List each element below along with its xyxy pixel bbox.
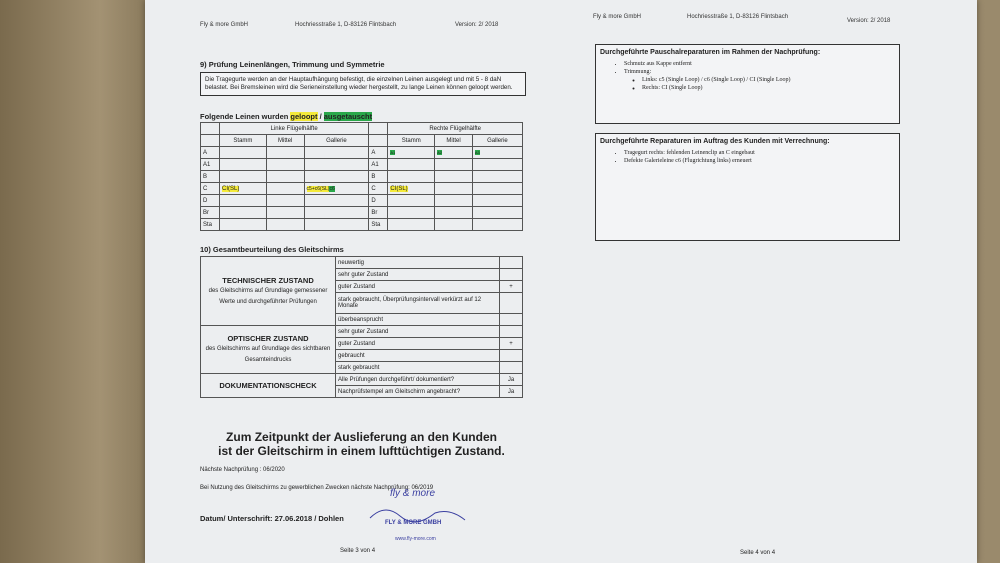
page-3 — [145, 0, 570, 563]
flat-repairs-title: Durchgeführte Pauschalreparaturen im Rahmen der Nachprüfung: — [600, 49, 821, 56]
assessment-table: TECHNISCHER ZUSTAND des Gleitschirms auf Grundlage gemessener Werte und durchgeführter Prüfungen neuwertig sehr guter Zustand guter Zustand + stark gebraucht, Überprüfungsintervall verkürzt auf 12 Monate überbeansprucht OPTISCHER ZUSTAND des Gleitschirms auf Grundlage des sichtbaren Gesamteindrucks sehr guter Zustand guter Zustand + gebraucht stark gebraucht DOKUMENTATIONSCHECK Alle Prüfungen durchgeführt/ dokumentiert? Ja Nachprüfstempel am Gleitschirm angebracht? Ja — [200, 256, 523, 398]
page-number-4: Seite 4 von 4 — [740, 550, 776, 556]
next-check: Nächste Nachprüfung : 06/2020 — [200, 467, 285, 473]
left-wing-header: Linke Flügelhälfte — [220, 123, 369, 135]
table-row: Br Br — [201, 207, 523, 219]
company-stamp: fly & more FLY & MORE GMBH www.fly-more.com — [365, 488, 475, 543]
technical-title: TECHNISCHER ZUSTAND — [222, 275, 314, 285]
section-10-title: 10) Gesamtbeurteilung des Gleitschirms — [200, 245, 344, 254]
table-row: A A A1 A2 A3 — [201, 147, 523, 159]
conclusion-line-1: Zum Zeitpunkt der Auslieferung an den Kunden — [226, 430, 497, 444]
table-row: Sta Sta — [201, 219, 523, 231]
version-label: Version: 2/ 2018 — [455, 22, 499, 28]
page-4: Fly & more GmbH Hochriesstraße 1, D-83126 Flintsbach Version: 2/ 2018 Durchgeführte Pauschalreparaturen im Rahmen der Nachprüfung: • Schmutz aus Kappe entfernt • Trimmung: ◦ Links: c5 (Single Loop) / c6 (Single Loop) / CI (Single Loop) ◦ Rechts: CI (Single Loop) Durchgeführte Reparaturen im Auftrag des Kunden mit Verrechnung: • Tragegurt rechts: fehlenden Leinenclip an C eingebaut • Defekte Galerieleine c6 (Flugrichtung links) erneuert Seite 4 von 4 — [575, 0, 975, 563]
paid-repairs-title: Durchgeführte Reparaturen im Auftrag des Kunden mit Verrechnung: — [600, 138, 830, 145]
table-row: B B — [201, 171, 523, 183]
table-row: A1 A1 — [201, 159, 523, 171]
lines-heading: Folgende Leinen wurden geloopt / ausgetauscht — [200, 112, 373, 121]
conclusion-line-2: ist der Gleitschirm in einem lufttüchtigen Zustand. — [218, 444, 505, 458]
looped-label: geloopt — [290, 112, 318, 121]
paid-repairs-box: Durchgeführte Reparaturen im Auftrag des Kunden mit Verrechnung: • Tragegurt rechts: fehlenden Leinenclip an C eingebaut • Defekte Galerieleine c6 (Flugrichtung links) erneuert — [595, 133, 900, 241]
lines-table: Linke Flügelhälfte Rechte Flügelhälfte Stamm Mittel Gallerie Stamm Mittel Gallerie A A A1 A2 A3 A1 A1 B B C CI(SL) c5+c6(SL)c6 C CI(SL) D D Br Br Sta Sta — [200, 122, 523, 231]
flat-repairs-box: Durchgeführte Pauschalreparaturen im Rahmen der Nachprüfung: • Schmutz aus Kappe entfernt • Trimmung: ◦ Links: c5 (Single Loop) / c6 (Single Loop) / CI (Single Loop) ◦ Rechts: CI (Single Loop) — [595, 44, 900, 124]
section-9-intro: Die Tragegurte werden an der Hauptaufhängung befestigt, die einzelnen Leinen ausgelegt und mit 5 - 8 daN belastet. Bei Bremsleinen wird die Serieneinstellung wieder hergestellt, zu lange Leinen können geloopt werden. — [200, 72, 526, 96]
company-name: Fly & more GmbH — [200, 22, 249, 28]
company-address: Hochriesstraße 1, D-83126 Flintsbach — [295, 22, 397, 28]
page-number-3: Seite 3 von 4 — [340, 548, 376, 554]
optical-title: OPTISCHER ZUSTAND — [227, 334, 309, 343]
doc-check-title: DOKUMENTATIONSCHECK — [201, 374, 336, 398]
commercial-check: Bei Nutzung des Gleitschirms zu gewerblichen Zwecken nächste Nachprüfung: 06/2019 — [200, 485, 434, 491]
right-wing-header: Rechte Flügelhälfte — [388, 123, 523, 135]
section-9-title: 9) Prüfung Leinenlängen, Trimmung und Symmetrie — [200, 60, 385, 69]
replaced-label: ausgetauscht — [323, 112, 373, 121]
table-row: D D — [201, 195, 523, 207]
table-row: C CI(SL) c5+c6(SL)c6 C CI(SL) — [201, 183, 523, 195]
signature-date: Datum/ Unterschrift: 27.06.2018 / Dohlen — [200, 514, 344, 523]
document-sheet — [145, 0, 977, 563]
signature-scribble — [365, 498, 475, 528]
